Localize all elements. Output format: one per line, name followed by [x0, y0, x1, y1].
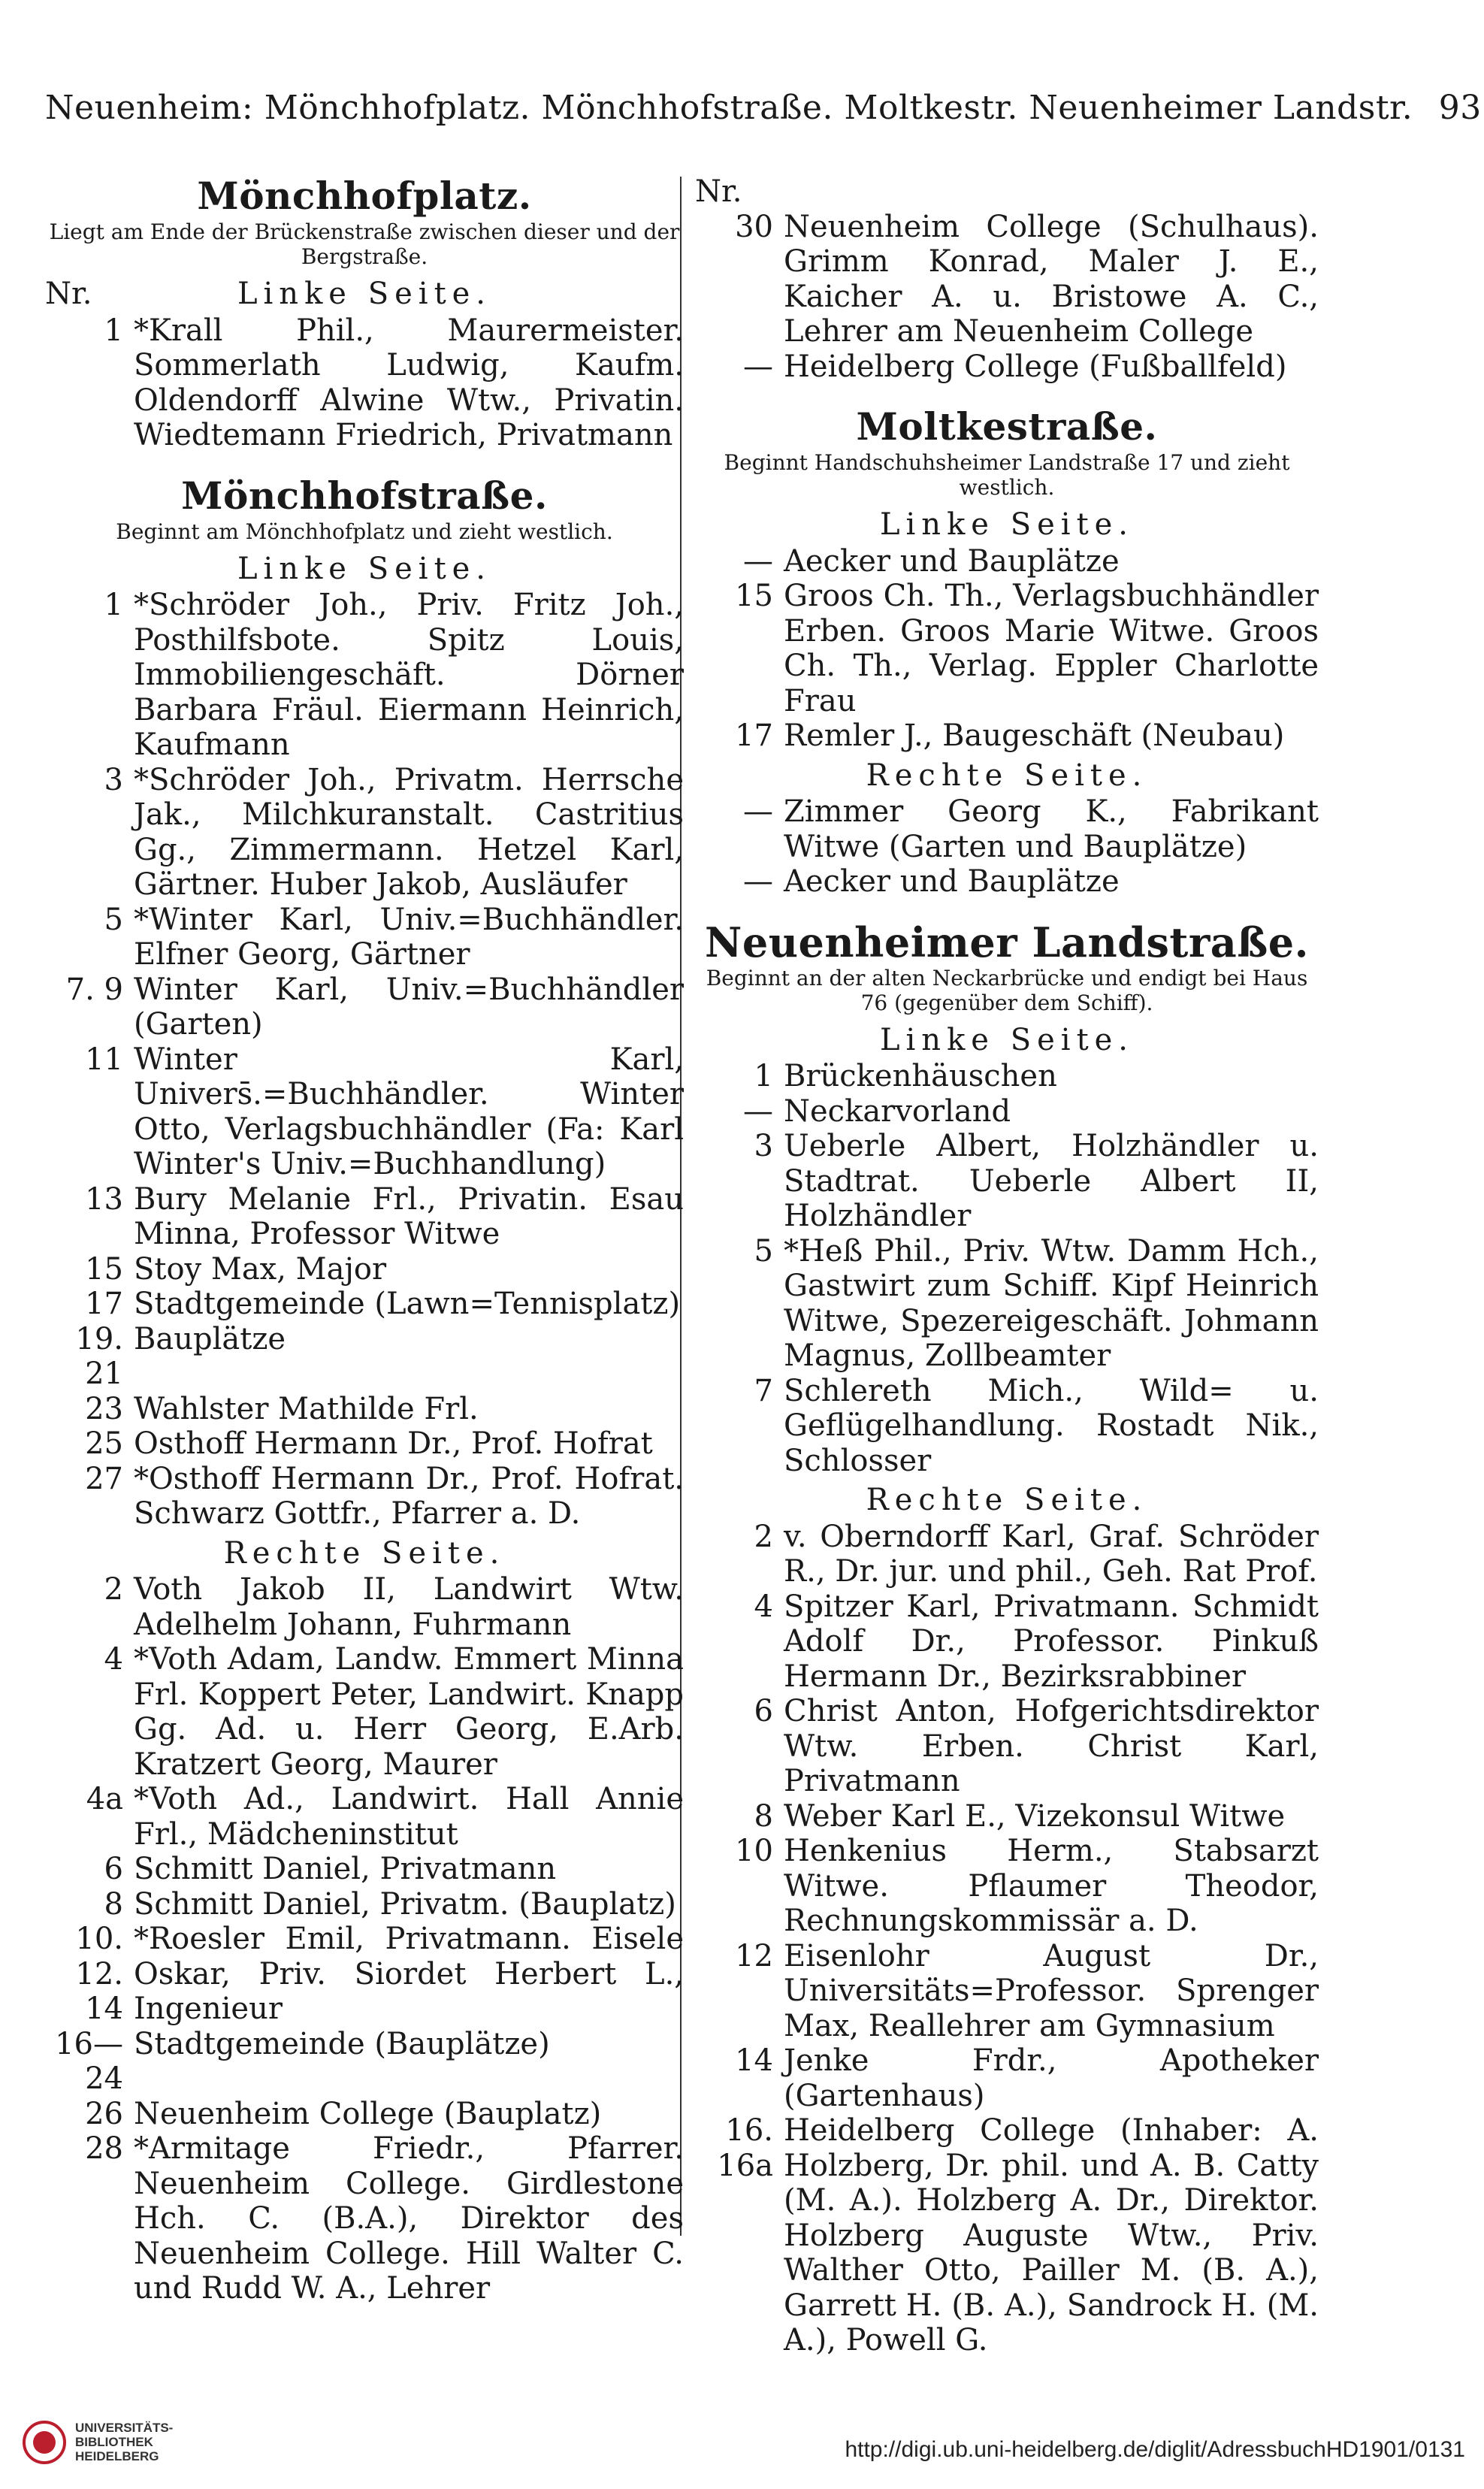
directory-entry [45, 2027, 684, 2097]
nr-label: Nr. [45, 277, 92, 311]
resident-text: Christ Anton, Hofgerichtsdirektor Wtw. Erben. Christ Karl, Privatmann [784, 1694, 1319, 1798]
resident-text: Aecker und Bauplätze [784, 864, 1120, 899]
source-url[interactable]: http://digi.ub.uni-heidelberg.de/diglit/AdressbuchHD1901/0131 [845, 2437, 1465, 2462]
entry-list [45, 1572, 684, 2306]
directory-entry [695, 794, 1319, 864]
directory-entry [695, 544, 1319, 579]
house-number: 25 [85, 1426, 123, 1461]
resident-text: Brückenhäuschen [784, 1059, 1057, 1093]
directory-entry [45, 1642, 684, 1782]
house-number: 26 [85, 2096, 123, 2131]
library-seal-icon [23, 2421, 66, 2464]
house-number: 8 [754, 1798, 773, 1834]
directory-entry [695, 2043, 1319, 2113]
resident-text: Spitzer Karl, Privatmann. Schmidt Adolf Dr., Professor. Pinkuß Hermann Dr., Bezirksrabbiner [784, 1589, 1319, 1694]
directory-entry [695, 718, 1319, 754]
side-label-right: Rechte Seite. [223, 1535, 506, 1571]
resident-text: Aecker und Bauplätze [784, 543, 1120, 579]
house-number: 4a [86, 1782, 123, 1816]
resident-text: Wahlster Mathilde Frl. [134, 1391, 479, 1426]
directory-entry [45, 2097, 684, 2132]
directory-entry [45, 1782, 684, 1852]
resident-text: *Krall Phil., Maurermeister. Sommerlath Ludwig, Kaufm. Oldendorff Alwine Wtw., Privatin. Wiedtemann Friedrich, Privatmann [134, 313, 684, 452]
section-desc-moenchhofstrasse: Beginnt am Mönchhofplatz und zieht westlich. [116, 519, 613, 544]
directory-entry [695, 1374, 1319, 1479]
section-desc-neuenheimer-landstrasse: Beginnt an der alten Neckarbrücke und endigt bei Haus 76 (gegenüber dem Schiff). [706, 965, 1308, 1015]
entry-list [695, 1059, 1319, 1478]
entry-list [695, 1520, 1319, 2358]
house-number: 1 [104, 313, 123, 348]
running-header [45, 89, 1482, 127]
house-number: 1 [754, 1059, 773, 1093]
house-number: — [743, 349, 773, 384]
house-number: 16—24 [55, 2026, 123, 2096]
directory-entry [45, 1462, 684, 1532]
directory-entry [45, 1392, 684, 1427]
resident-text: Schmitt Daniel, Privatm. (Bauplatz) [134, 1886, 676, 1922]
house-number: 7. 9 [65, 972, 123, 1007]
house-number: 4 [104, 1642, 123, 1677]
house-number: 15 [735, 579, 773, 613]
directory-entry [695, 1094, 1319, 1130]
house-number: — [743, 794, 773, 829]
resident-text: *Schröder Joh., Privatm. Herrsche Jak., Milchkuranstalt. Castritius Gg., Zimmermann. Hetzel Karl, Gärtner. Huber Jakob, Ausläufer [134, 762, 684, 902]
resident-text: *Voth Ad., Landwirt. Hall Annie Frl., Mädcheninstitut [134, 1782, 684, 1852]
directory-entry [695, 1939, 1319, 2044]
directory-entry [45, 1287, 684, 1322]
house-number: 5 [104, 902, 123, 937]
house-number: 3 [754, 1129, 773, 1163]
resident-text: *Armitage Friedr., Pfarrer. Neuenheim College. Girdlestone Hch. C. (B.A.), Direktor des Neuenheim College. Hill Walter C. und Rudd W. A., Lehrer [134, 2131, 684, 2306]
section-desc-moenchhofplatz: Liegt am Ende der Brückenstraße zwischen dieser und der Bergstraße. [49, 219, 680, 269]
house-number: 10 [735, 1834, 773, 1868]
house-number: — [743, 1093, 773, 1129]
directory-entry [695, 210, 1319, 349]
directory-entry [695, 349, 1319, 385]
directory-entry [45, 2131, 684, 2306]
section-title-moenchhofplatz: Mönchhofplatz. [197, 174, 532, 218]
house-number: 3 [104, 762, 123, 797]
resident-text: *Roesler Emil, Privatmann. Eisele Oskar, Priv. Siordet Herbert L., Ingenieur [134, 1922, 684, 2026]
directory-entry [695, 2113, 1319, 2358]
resident-text: *Schröder Joh., Priv. Fritz Joh., Posthilfsbote. Spitz Louis, Immobiliengeschäft. Dörner Barbara Fräul. Eiermann Heinrich, Kaufmann [134, 588, 684, 762]
directory-entry [45, 903, 684, 972]
house-number: 16. 16a [717, 2113, 773, 2183]
directory-entry [695, 579, 1319, 718]
house-number: 2 [754, 1519, 773, 1554]
house-number: 6 [104, 1852, 123, 1886]
house-number: 14 [735, 2043, 773, 2078]
entry-list [695, 210, 1319, 385]
resident-text: Stadtgemeinde (Lawn=Tennisplatz) [134, 1287, 681, 1321]
directory-entry [45, 1922, 684, 2027]
library-logo [23, 2416, 203, 2469]
directory-entry [695, 1234, 1319, 1374]
house-number: 1 [104, 588, 123, 622]
directory-entry [45, 1042, 684, 1182]
house-number: 15 [85, 1251, 123, 1287]
resident-text: Stadtgemeinde (Bauplätze) [134, 2026, 550, 2061]
resident-text: Neckarvorland [784, 1093, 1011, 1129]
house-number: 12 [735, 1938, 773, 1973]
directory-entry [695, 1129, 1319, 1234]
resident-text: *Osthoff Hermann Dr., Prof. Hofrat. Schwarz Gottfr., Pfarrer a. D. [134, 1461, 684, 1531]
house-number: — [743, 864, 773, 899]
directory-entry [45, 1182, 684, 1252]
entry-list [45, 588, 684, 1532]
house-number: 17 [735, 718, 773, 753]
side-label-left: Linke Seite. [237, 277, 492, 311]
side-label-left: Linke Seite. [237, 551, 492, 586]
resident-text: Schlereth Mich., Wild= u. Geflügelhandlung. Rostadt Nik., Schlosser [784, 1373, 1319, 1478]
running-title: Neuenheim: Mönchhofplatz. Mönchhofstraße. Moltkestr. Neuenheimer Landstr. [45, 89, 1413, 127]
directory-entry [45, 1252, 684, 1287]
directory-entry [695, 864, 1319, 900]
house-number: 23 [85, 1391, 123, 1426]
house-number: 8 [104, 1886, 123, 1922]
house-number: 30 [735, 209, 773, 244]
section-title-moenchhofstrasse: Mönchhofstraße. [181, 473, 548, 518]
left-column [45, 174, 684, 2306]
directory-entry [45, 1322, 684, 1392]
library-name: UNIVERSITÄTS-BIBLIOTHEK HEIDELBERG [75, 2421, 174, 2463]
directory-entry [695, 1059, 1319, 1094]
house-number: 2 [104, 1572, 123, 1607]
resident-text: Schmitt Daniel, Privatmann [134, 1852, 557, 1886]
house-number: 7 [754, 1373, 773, 1408]
nr-label: Nr. [695, 174, 742, 209]
resident-text: Bury Melanie Frl., Privatin. Esau Minna, Professor Witwe [134, 1181, 684, 1251]
right-column [695, 174, 1319, 2358]
entry-list [695, 794, 1319, 900]
directory-entry [45, 1852, 684, 1887]
directory-entry [45, 1887, 684, 1922]
house-number: 27 [85, 1461, 123, 1496]
house-number: 6 [754, 1694, 773, 1728]
resident-text: Winter Karl, Univ.=Buchhändler (Garten) [134, 972, 684, 1042]
directory-entry [45, 1426, 684, 1462]
directory-entry [45, 972, 684, 1042]
side-label-right: Rechte Seite. [866, 1483, 1148, 1517]
directory-entry [695, 1694, 1319, 1799]
resident-text: Jenke Frdr., Apotheker (Gartenhaus) [784, 2043, 1319, 2113]
resident-text: Eisenlohr August Dr., Universitäts=Professor. Sprenger Max, Reallehrer am Gymnasium [784, 1938, 1319, 2043]
resident-text: Voth Jakob II, Landwirt Wtw. Adelhelm Johann, Fuhrmann [134, 1572, 684, 1642]
house-number: — [743, 543, 773, 579]
resident-text: Winter Karl, Univers̄.=Buchhändler. Winter Otto, Verlagsbuchhändler (Fa: Karl Winter's Univ.=Buchhandlung) [134, 1042, 684, 1181]
resident-text: Heidelberg College (Fußballfeld) [784, 349, 1287, 384]
house-number: 17 [85, 1287, 123, 1321]
house-number: 4 [754, 1589, 773, 1624]
house-number: 11 [85, 1042, 123, 1077]
resident-text: Ueberle Albert, Holzhändler u. Stadtrat. Ueberle Albert II, Holzhändler [784, 1129, 1319, 1233]
directory-entry [45, 588, 684, 763]
resident-text: Henkenius Herm., Stabsarzt Witwe. Pflaumer Theodor, Rechnungskommissär a. D. [784, 1834, 1319, 1938]
side-label-row [45, 277, 684, 312]
side-label-right: Rechte Seite. [866, 758, 1148, 793]
resident-text: *Winter Karl, Univ.=Buchhändler. Elfner Georg, Gärtner [134, 902, 684, 972]
directory-entry [695, 1520, 1319, 1589]
resident-text: Remler J., Baugeschäft (Neubau) [784, 718, 1285, 753]
section-title-neuenheimer-landstrasse: Neuenheimer Landstraße. [705, 918, 1309, 966]
directory-entry [695, 1799, 1319, 1834]
directory-entry [695, 1589, 1319, 1695]
resident-text: v. Oberndorff Karl, Graf. Schröder R., Dr. jur. und phil., Geh. Rat Prof. [784, 1519, 1319, 1589]
resident-text: *Voth Adam, Landw. Emmert Minna Frl. Koppert Peter, Landwirt. Knapp Gg. Ad. u. Herr Georg, E.Arb. Kratzert Georg, Maurer [134, 1642, 684, 1782]
resident-text: Stoy Max, Major [134, 1251, 387, 1287]
page-number: 93 [1438, 89, 1482, 127]
entry-list [45, 313, 684, 453]
house-number: 5 [754, 1233, 773, 1269]
resident-text: Neuenheim College (Bauplatz) [134, 2096, 602, 2131]
resident-text: Zimmer Georg K., Fabrikant Witwe (Garten und Bauplätze) [784, 794, 1319, 864]
side-label-left: Linke Seite. [879, 507, 1135, 542]
resident-text: Bauplätze [134, 1321, 286, 1356]
side-label-left: Linke Seite. [879, 1022, 1135, 1057]
resident-text: Neuenheim College (Schulhaus). Grimm Konrad, Maler J. E., Kaicher A. u. Bristowe A. C., Lehrer am Neuenheim College [784, 209, 1319, 349]
directory-entry [45, 313, 684, 453]
resident-text: Heidelberg College (Inhaber: A. Holzberg, Dr. phil. und A. B. Catty (M. A.). Holzberg A. Dr., Direktor. Holzberg Auguste Wtw., Priv. Walther Otto, Pailler M. (B. A.), Garrett H. (B. A.), Sandrock H. (M. A.), Powell G. [784, 2113, 1319, 2357]
section-title-moltkestrasse: Moltkestraße. [856, 404, 1158, 449]
entry-list [695, 544, 1319, 754]
house-number: 13 [85, 1181, 123, 1217]
house-number: 28 [85, 2131, 123, 2166]
house-number: 19. 21 [75, 1321, 123, 1391]
resident-text: Groos Ch. Th., Verlagsbuchhändler Erben. Groos Marie Witwe. Groos Ch. Th., Verlag. Eppler Charlotte Frau [784, 579, 1319, 718]
section-desc-moltkestrasse: Beginnt Handschuhsheimer Landstraße 17 und zieht westlich. [724, 450, 1290, 500]
directory-entry [45, 1572, 684, 1642]
directory-entry [45, 763, 684, 903]
resident-text: *Heß Phil., Priv. Wtw. Damm Hch., Gastwirt zum Schiff. Kipf Heinrich Witwe, Spezereigeschäft. Johmann Magnus, Zollbeamter [784, 1233, 1319, 1373]
resident-text: Weber Karl E., Vizekonsul Witwe [784, 1798, 1286, 1834]
directory-entry [695, 1834, 1319, 1939]
house-number: 10. 12. 14 [75, 1922, 123, 2026]
resident-text: Osthoff Hermann Dr., Prof. Hofrat [134, 1426, 653, 1461]
